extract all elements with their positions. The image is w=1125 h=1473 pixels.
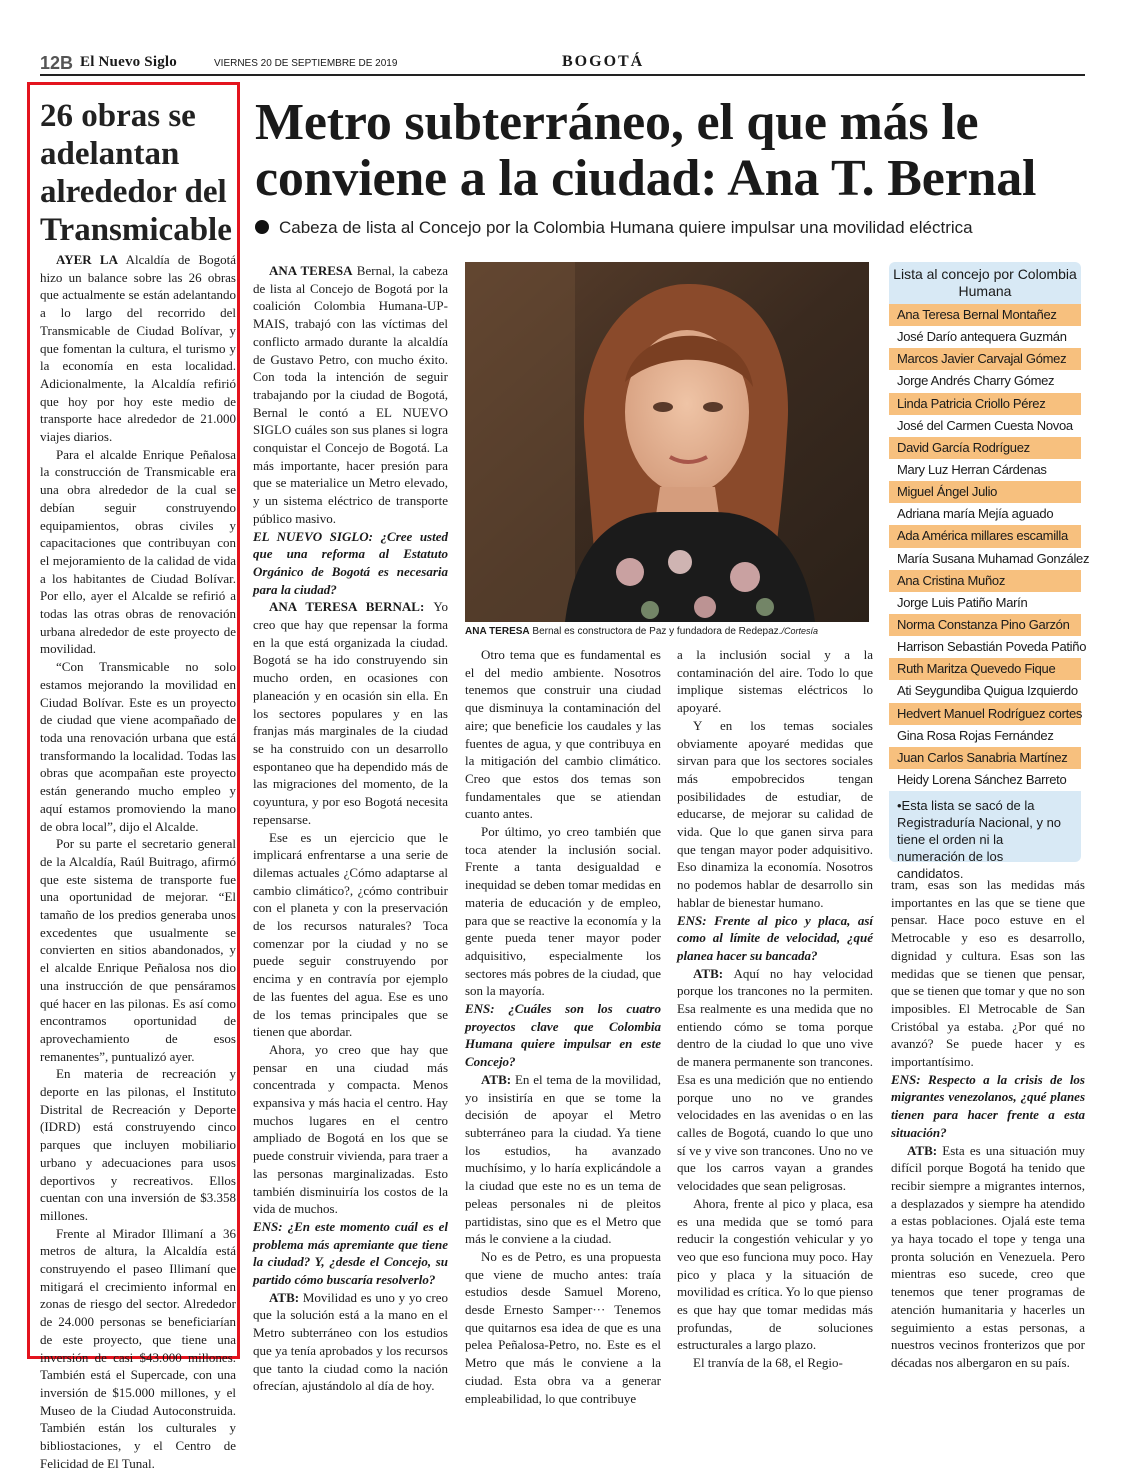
interview-question: ENS: ¿En este momento cuál es el problema más apremiante que tiene la ciudad? Y, ¿desde el Concejo, su partido cómo buscaría resolverlo?	[253, 1218, 448, 1288]
interview-answer: ATB: Movilidad es uno y yo creo que la solución está a la mano en el Metro subterráneo con los estudios que ya tenía aprobados y los recursos que tanto la ciudad como la nación ofrecían, ajustándolo al día de hoy.	[253, 1289, 448, 1394]
article-column-4	[891, 876, 1085, 1370]
article-paragraph: Ahora, yo creo que hay que pensar en una ciudad más concentrada y compacta. Menos expansiva y más hacia el centro. Hay muchos lugares en el centro ampliado de Bogotá en los que se puede construir vivienda, para traer a las personas marginalizadas. Esto también disminuiría los costos de la vida de muchos.	[253, 1041, 448, 1217]
sidebar-paragraph: En materia de recreación y deporte en las pilonas, el Instituto Distrital de Recreación y Deporte (IDRD) está construyendo cinco parques que incluyen mobiliario urbano y adecuaciones para usos deportivos y recreativos. Ellos cuentan con una inversión de $3.358 millones.	[40, 1066, 236, 1223]
candidate-list-item: Mary Luz Herran Cárdenas	[889, 459, 1081, 481]
portrait-photo	[465, 262, 869, 622]
candidate-list-item: José del Carmen Cuesta Novoa	[889, 415, 1081, 437]
candidate-list-item: Ana Teresa Bernal Montañez	[889, 304, 1081, 326]
issue-date: VIERNES 20 DE SEPTIEMBRE DE 2019	[214, 58, 398, 69]
candidate-list-item: Jorge Andrés Charry Gómez	[889, 370, 1081, 392]
section-name: BOGOTÁ	[562, 53, 645, 70]
interview-question: ENS: ¿Cuáles son los cuatro proyectos clave que Colombia Humana quiere impulsar en este Concejo?	[465, 1001, 661, 1070]
article-paragraph: Ahora, frente al pico y placa, esa es una medida que se tomó para reducir la congestión vehicular y yo veo que eso funciona muy poco. Hay pico y placa y la situación de movilidad es crítica. Yo lo que pienso es que hay que tomar medidas más profundas, de soluciones estructurales a largo plazo.	[677, 1195, 873, 1353]
bullet-icon	[255, 220, 269, 234]
sidebar-paragraph: AYER LA Alcaldía de Bogotá hizo un balance sobre las 26 obras que actualmente se están adelantando a lo largo del recorrido del Transmicable de Ciudad Bolívar, y que fomentan la cultura, el turismo y la economía en esta localidad. Adicionalmente, la Alcaldía refirió que hoy por hoy este medio de transporte hace alrededor de 21.000 viajes diarios.	[40, 252, 237, 445]
article-paragraph: tram, esas son las medidas más importantes en las que se tiene que pensar. Hace poco estuve en el Metrocable y eso es desarrollo, dignidad y cultura. Esas son las medidas que se tienen que pensar, que se tienen que tomar y que no son imposibles. El Metrocable de San Cristóbal ya estaba. ¿Por qué no avanzó? Se puede hacer y es importantísimo.	[891, 877, 1085, 1070]
candidate-list-title: Lista al concejo por Colombia Humana	[893, 266, 1077, 299]
photo-caption: ANA TERESA Bernal es constructora de Paz y fundadora de Redepaz./Cortesía	[465, 626, 818, 637]
candidate-list-item: Heidy Lorena Sánchez Barreto	[889, 769, 1081, 791]
sidebar-paragraph: Frente al Mirador Illimaní a 36 metros de altura, la Alcaldía está construyendo el paseo Illimaní que mitigará el crecimiento informal en zonas de riesgo del sector. Alrededor de 24.000 personas se beneficiarían de este proyecto, que tiene una inversión de casi $43.000 millones. También está el Supercade, con una inversión de $15.000 millones, y el Museo de la Ciudad Autoconstruida. También están los culturales y bibliostaciones, y el Centro de Felicidad de El Tunal.	[40, 1225, 236, 1471]
article-paragraph: ANA TERESA Bernal, la cabeza de lista al Concejo de Bogotá por la coalición Colombia Humana-UP-MAIS, trabajó con las víctimas del conflicto armado durante la alcaldía de Gustavo Petro, con mucho éxito. Con toda la intención de seguir trabajando por la ciudad de Bogotá, Bernal le contó a EL NUEVO SIGLO cuáles son sus planes si logra conquistar el Concejo de Bogotá. La más importante, hacer presión para que se materialice un Metro elevado, y un sistema eléctrico de transporte público masivo.	[253, 263, 448, 526]
candidate-list-note: •Esta lista se sacó de la Registraduría Nacional, y no tiene el orden ni la numeración de los candidatos.	[897, 798, 1062, 882]
sidebar-paragraph: Por su parte el secretario general de la Alcaldía, Raúl Buitrago, afirmó que este sistema de transporte fue una oportunidad de mejorar. “El tamaño de los predios generaba unos excedentes que usualmente se convierten en sitios abandonados, y el alcalde Enrique Peñalosa nos dio una instrucción de que pensáramos qué hacer en las pilonas. Es así como encontramos oportunidad de aprovechamiento de esos remanentes”, puntualizó ayer.	[40, 836, 236, 1064]
article-paragraph: El tranvía de la 68, el Regio-	[693, 1355, 843, 1371]
sidebar-paragraph: Para el alcalde Enrique Peñalosa la construcción de Transmicable era una obra alrededor de la cual se debían seguir construyendo equipamientos, obras civiles y capacitaciones que contribuyan con el mejoramiento de la calidad de vida a los habitantes de Ciudad Bolívar. Por ello, ayer el Alcalde se refirió a todas las otras obras de renovación urbana alrededor de este proyecto de movilidad.	[40, 446, 236, 657]
candidate-list-box	[889, 262, 1090, 882]
sidebar-article	[27, 82, 240, 1471]
candidate-list-item: Norma Constanza Pino Garzón	[889, 614, 1081, 636]
article-paragraph: Ese es un ejercicio que le implicará enfrentarse a una serie de dilemas actuales ¿Cómo adaptarse al cambio climático?, ¿cómo contribuir con el planeta y con la preservación de los recursos naturales? Toca comenzar por la ciudad y no se puede seguir construyendo por encima y en contravía por ejemplo de las fuentes del agua. Ese es uno de los temas principales que se tienen que abordar.	[253, 829, 448, 1040]
newspaper-name: El Nuevo Siglo	[80, 54, 177, 70]
interview-answer: ATB: Esta es una situación muy difícil porque Bogotá ha tenido que recibir siempre a migrantes internos, a desplazados y siempre ha atendido a estas poblaciones. Ojalá este tema ya haya tocado el tope y tenga una pronta solución en Venezuela. Pero mientras eso sucede, creo que tenemos que tener programas de atención humanitaria y hacerles un seguimiento a estas personas, a nuestros vecinos fronterizos que por décadas nos albergaron en su país.	[891, 1142, 1085, 1370]
article-column-3	[677, 646, 873, 1371]
candidate-list-item: María Susana Muhamad González	[889, 548, 1081, 570]
article-deck	[255, 218, 1085, 238]
candidate-list-item: Ruth Maritza Quevedo Fique	[889, 658, 1081, 680]
article-paragraph: Por último, yo creo también que toca atender la inclusión social. Frente a tanta desigualdad e inequidad se deben tomar medidas en materia de educación y de empleo, para que se reactive la economía y la gente pueda tener mayor poder adquisitivo, especialmente los sectores más pobres de la ciudad, que son la mayoría.	[465, 824, 661, 999]
candidate-list	[889, 304, 1090, 791]
candidate-list-item: David García Rodríguez	[889, 437, 1081, 459]
candidate-list-item: Linda Patricia Criollo Pérez	[889, 393, 1081, 415]
article-paragraph: Otro tema que es fundamental es el del medio ambiente. Nosotros tenemos que construir una ciudad que disminuya la contaminación del aire; que beneficie los caudales y las fuentes de agua, y que contribuya en la mitigación del cambio climático. Creo que estos dos temas son fundamentales que se atiendan cuanto antes.	[465, 647, 661, 822]
interview-answer: ATB: Aquí no hay velocidad porque los trancones no la permiten. Esa realmente es una medida que no entiendo cómo se toma porque dentro de la ciudad lo que uno vive de manera permanente son trancones. Esa es una medición que no entiendo porque uno no ve grandes velocidades en las avenidas o en las calles de Bogotá, cuando lo que uno sí ve y vive son trancones. Uno no ve que los carros vayan a grandes velocidades que sean peligrosas.	[677, 965, 873, 1194]
candidate-list-item: Ati Seygundiba Quigua Izquierdo	[889, 680, 1081, 702]
candidate-list-item: Juan Carlos Sanabria Martínez	[889, 747, 1081, 769]
article-paragraph: Y en los temas sociales obviamente apoyaré medidas que sirvan para que los sectores sociales más empobrecidos tengan posibilidades de estudiar, de educarse, de mejorar su calidad de vida. Que lo que ganen sirva para que tengan mayor poder adquisitivo. Eso dinamiza la economía. Nosotros no podemos hablar de desarrollo sin hablar de bienestar humano.	[677, 717, 873, 910]
interview-answer: ANA TERESA BERNAL: Yo creo que hay que repensar la forma en la que está organizada la ciudad. Bogotá se ha ido construyendo sin mucho orden, en ocasiones con planeación y en ocasión sin ella. En los sectores populares y en las franjas más marginales de la ciudad se ha construido con un desarrollo espontaneo que ha dependido más de las migraciones del momento, de la coyuntura, y por eso Bogotá necesita repensarse.	[253, 599, 448, 827]
candidate-list-item: Marcos Javier Carvajal Gómez	[889, 348, 1081, 370]
candidate-list-item: Harrison Sebastián Poveda Patiño	[889, 636, 1081, 658]
portrait-illustration	[465, 262, 869, 622]
page-header	[40, 54, 1085, 76]
candidate-list-item: Adriana maría Mejía aguado	[889, 503, 1081, 525]
photo-credit: /Cortesía	[781, 626, 818, 636]
sidebar-title: 26 obras se adelantan alrededor del Transmicable	[40, 98, 232, 248]
article-paragraph: a la inclusión social y a la contaminación del aire. Todo lo que implique sistemas eléctricos lo apoyaré.	[677, 647, 873, 716]
interview-question: EL NUEVO SIGLO: ¿Cree usted que una reforma al Estatuto Orgánico de Bogotá es necesaria para la ciudad?	[253, 528, 448, 597]
candidate-list-item: Ada América millares escamilla	[889, 525, 1081, 547]
article-paragraph: No es de Petro, es una propuesta que viene de mucho antes: traía estudios desde Samuel Moreno, desde Ernesto Samper··· Tenemos que quitarnos esa idea de que es una pelea Peñalosa-Petro, no. Este es el Metro que más le conviene a la ciudad. Esta obra va a generar empleabilidad, lo que contribuye	[465, 1248, 661, 1406]
page-number: 12B	[40, 53, 74, 73]
interview-question: ENS: Respecto a la crisis de los migrantes venezolanos, ¿qué planes tienen para hacer frente a esta situación?	[891, 1071, 1085, 1140]
sidebar-paragraph: “Con Transmicable no solo estamos mejorando la movilidad en Ciudad Bolívar. Este es un proyecto de ciudad que viene acompañado de toda una renovación urbana que está transformando la localidad. Todas las obras que acompañan este proyecto están generando mucho empleo y aquí estamos promoviendo la mano de obra local”, dijo el Alcalde.	[40, 659, 236, 834]
candidate-list-item: Gina Rosa Rojas Fernández	[889, 725, 1081, 747]
sidebar-lead: AYER LA	[56, 252, 118, 267]
article-column-1	[253, 262, 448, 1394]
sidebar-body	[40, 251, 236, 1473]
article-headline: Metro subterráneo, el que más le conviene a la ciudad: Ana T. Bernal	[255, 94, 1037, 207]
candidate-list-item: José Darío antequera Guzmán	[889, 326, 1081, 348]
deck-text: Cabeza de lista al Concejo por la Colombia Humana quiere impulsar una movilidad eléctrica	[279, 218, 973, 237]
article-column-2	[465, 646, 661, 1406]
candidate-list-item: Ana Cristina Muñoz	[889, 570, 1081, 592]
candidate-list-item: Hedvert Manuel Rodríguez cortes	[889, 703, 1081, 725]
interview-answer: ATB: En el tema de la movilidad, yo insistiría en que se tome la decisión de apoyar el Metro subterráneo para la ciudad. Ya tiene los estudios, ha avanzado muchísimo, y lo haría explicándole a la ciudad que este no es un tema de peleas personales ni de pleitos partidistas, sino que es el Metro que más le conviene a la ciudad.	[465, 1071, 661, 1247]
interview-question: ENS: Frente al pico y placa, así como al límite de velocidad, ¿qué planea hacer su bancada?	[677, 912, 873, 963]
candidate-list-item: Jorge Luis Patiño Marín	[889, 592, 1081, 614]
candidate-list-item: Miguel Ángel Julio	[889, 481, 1081, 503]
